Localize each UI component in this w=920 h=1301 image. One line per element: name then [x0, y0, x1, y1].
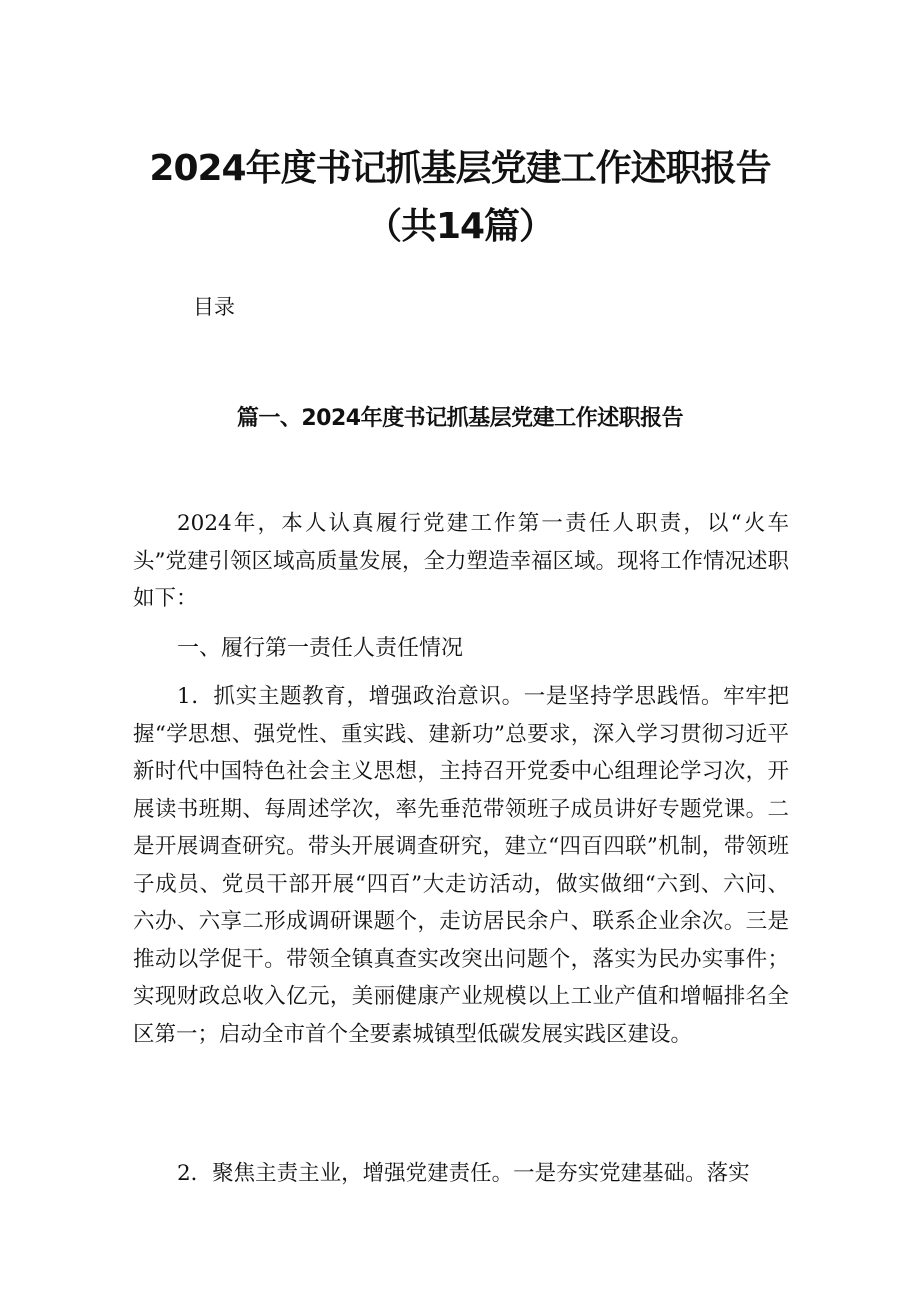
- body-paragraph-1: 1．抓实主题教育，增强政治意识。一是坚持学思践悟。牢牢把握“学思想、强党性、重实践、建新功”总要求，深入学习贯彻习近平新时代中国特色社会主义思想，主持召开党委中心组理论学习次，开展读书班期、每周述学次，率先垂范带领班子成员讲好专题党课。二是开展调查研究。带头开展调查研究，建立“四百四联”机制，带领班子成员、党员干部开展“四百”大走访活动，做实做细“六到、六问、六办、六享二形成调研课题个，走访居民余户、联系企业余次。三是推动以学促干。带领全镇真查实改突出问题个，落实为民办实事件；实现财政总收入亿元，美丽健康产业规模以上工业产值和增幅排名全区第一；启动全市首个全要素城镇型低碳发展实践区建设。: [133, 684, 789, 1047]
- article-heading: 篇一、2024年度书记抓基层党建工作述职报告: [236, 406, 684, 431]
- section-heading: 一、履行第一责任人责任情况: [177, 636, 464, 661]
- document-title: 2024年度书记抓基层党建工作述职报告（共14篇）: [149, 148, 771, 247]
- intro-paragraph: 2024年，本人认真履行党建工作第一责任人职责，以“火车头”党建引领区域高质量发展，全力塑造幸福区域。现将工作情况述职如下：: [133, 511, 789, 611]
- table-of-contents-label: 目录: [193, 295, 235, 319]
- body-paragraph-2: 2．聚焦主责主业，增强党建责任。一是夯实党建基础。落实: [177, 1161, 750, 1186]
